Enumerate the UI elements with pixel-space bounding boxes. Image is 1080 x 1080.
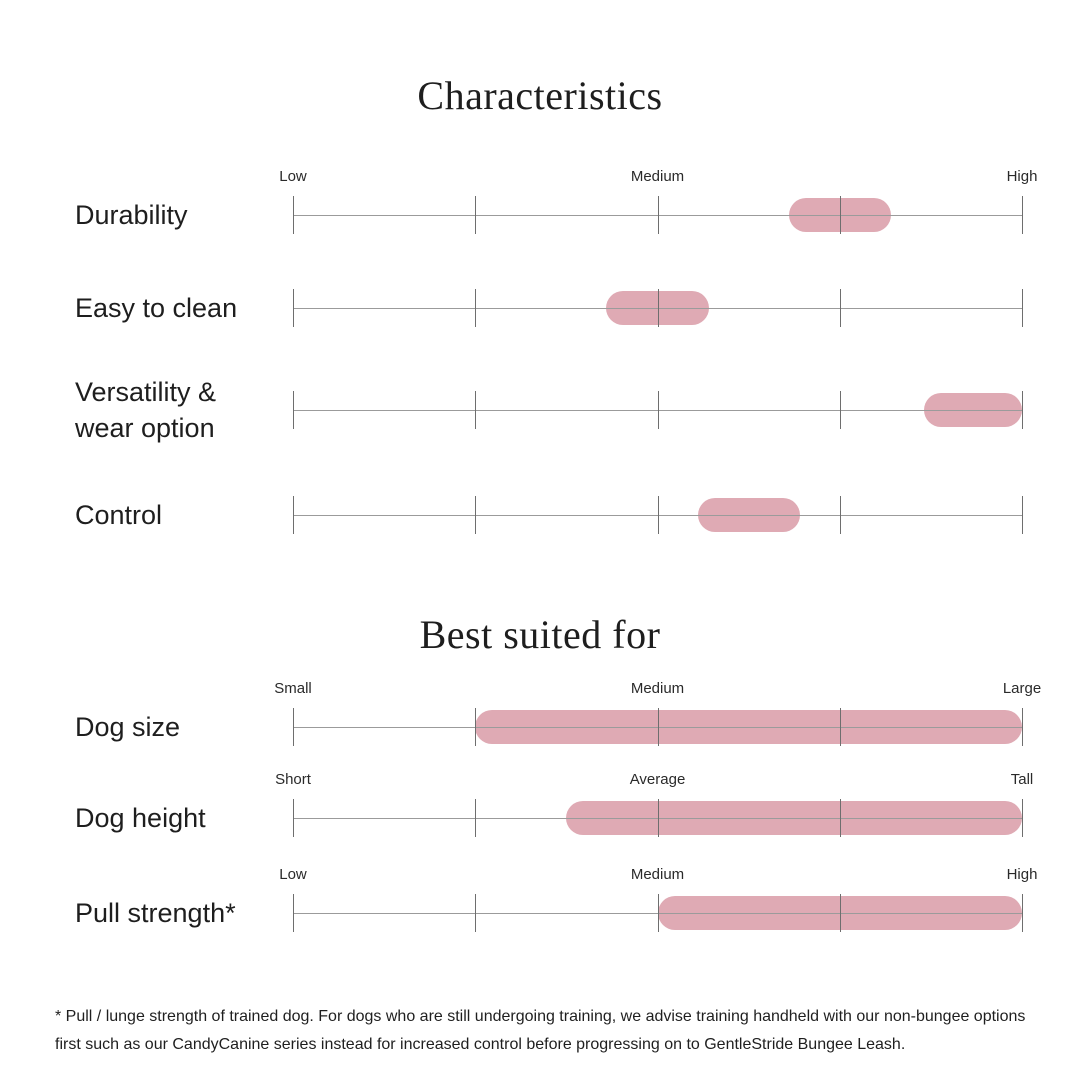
section-title-best-suited-for: Best suited for bbox=[419, 612, 661, 657]
axis-label-medium: Medium bbox=[630, 168, 685, 185]
scale-tick bbox=[658, 799, 659, 837]
scale-tick bbox=[1022, 708, 1023, 746]
scale-tick bbox=[1022, 894, 1023, 932]
scale-tick bbox=[658, 289, 659, 327]
scale-tick bbox=[658, 708, 659, 746]
axis-label-low: Low bbox=[279, 866, 307, 883]
scale-tick bbox=[475, 894, 476, 932]
scale-tick bbox=[293, 391, 294, 429]
row-label bbox=[75, 709, 180, 745]
scale-tick bbox=[658, 894, 659, 932]
scale-tick bbox=[293, 894, 294, 932]
row-label-text: Pull strength* bbox=[75, 898, 236, 928]
row-label-text: Durability bbox=[75, 200, 188, 230]
scale-tick bbox=[658, 391, 659, 429]
scale-tick bbox=[1022, 289, 1023, 327]
scale-tick bbox=[840, 708, 841, 746]
scale-tick bbox=[840, 799, 841, 837]
axis-label-tall: Tall bbox=[1010, 771, 1034, 788]
row-label-text: Dog height bbox=[75, 803, 206, 833]
row-label bbox=[75, 895, 236, 931]
scale-tick bbox=[658, 196, 659, 234]
scale-tick bbox=[293, 799, 294, 837]
scale-tick bbox=[475, 496, 476, 534]
scale-tick bbox=[293, 708, 294, 746]
axis-label-large: Large bbox=[1002, 680, 1042, 697]
axis-label-medium: Medium bbox=[630, 866, 685, 883]
scale-tick bbox=[475, 196, 476, 234]
scale-tick bbox=[840, 196, 841, 234]
row-label bbox=[75, 197, 188, 233]
axis-label-small: Small bbox=[274, 680, 312, 697]
axis-label-high: High bbox=[1006, 866, 1038, 883]
scale-tick bbox=[658, 496, 659, 534]
row-label bbox=[75, 290, 237, 326]
scale-tick bbox=[1022, 799, 1023, 837]
scale-tick bbox=[840, 496, 841, 534]
scale-tick bbox=[293, 496, 294, 534]
scale-tick bbox=[840, 391, 841, 429]
axis-label-medium: Medium bbox=[630, 680, 685, 697]
row-label-text: Versatility & bbox=[75, 377, 217, 407]
row-label-text: wear option bbox=[75, 413, 215, 443]
section-title-characteristics: Characteristics bbox=[417, 73, 663, 118]
scale-tick bbox=[1022, 496, 1023, 534]
scale-tick bbox=[475, 391, 476, 429]
row-label bbox=[75, 374, 216, 446]
scale-tick bbox=[840, 289, 841, 327]
row-label-text: Control bbox=[75, 500, 163, 530]
axis-label-low: Low bbox=[279, 168, 307, 185]
scale-tick bbox=[840, 894, 841, 932]
scale-tick bbox=[1022, 196, 1023, 234]
scale-tick bbox=[475, 289, 476, 327]
scale-tick bbox=[1022, 391, 1023, 429]
scale-tick bbox=[475, 708, 476, 746]
axis-label-average: Average bbox=[629, 771, 686, 788]
scale-tick bbox=[475, 799, 476, 837]
footnote: * Pull / lunge strength of trained dog. For dogs who are still undergoing training, we advise training handheld with our non-bungee options first such as our CandyCanine series instead for increased control before progressing on to GentleStride Bungee Leash. bbox=[55, 1008, 1026, 1053]
scale-tick bbox=[293, 289, 294, 327]
row-label-text: Easy to clean bbox=[75, 293, 238, 323]
row-label bbox=[75, 800, 206, 836]
row-label bbox=[75, 497, 162, 533]
row-label-text: Dog size bbox=[75, 712, 181, 742]
axis-label-short: Short bbox=[275, 771, 311, 788]
scale-tick bbox=[293, 196, 294, 234]
axis-label-high: High bbox=[1006, 168, 1038, 185]
